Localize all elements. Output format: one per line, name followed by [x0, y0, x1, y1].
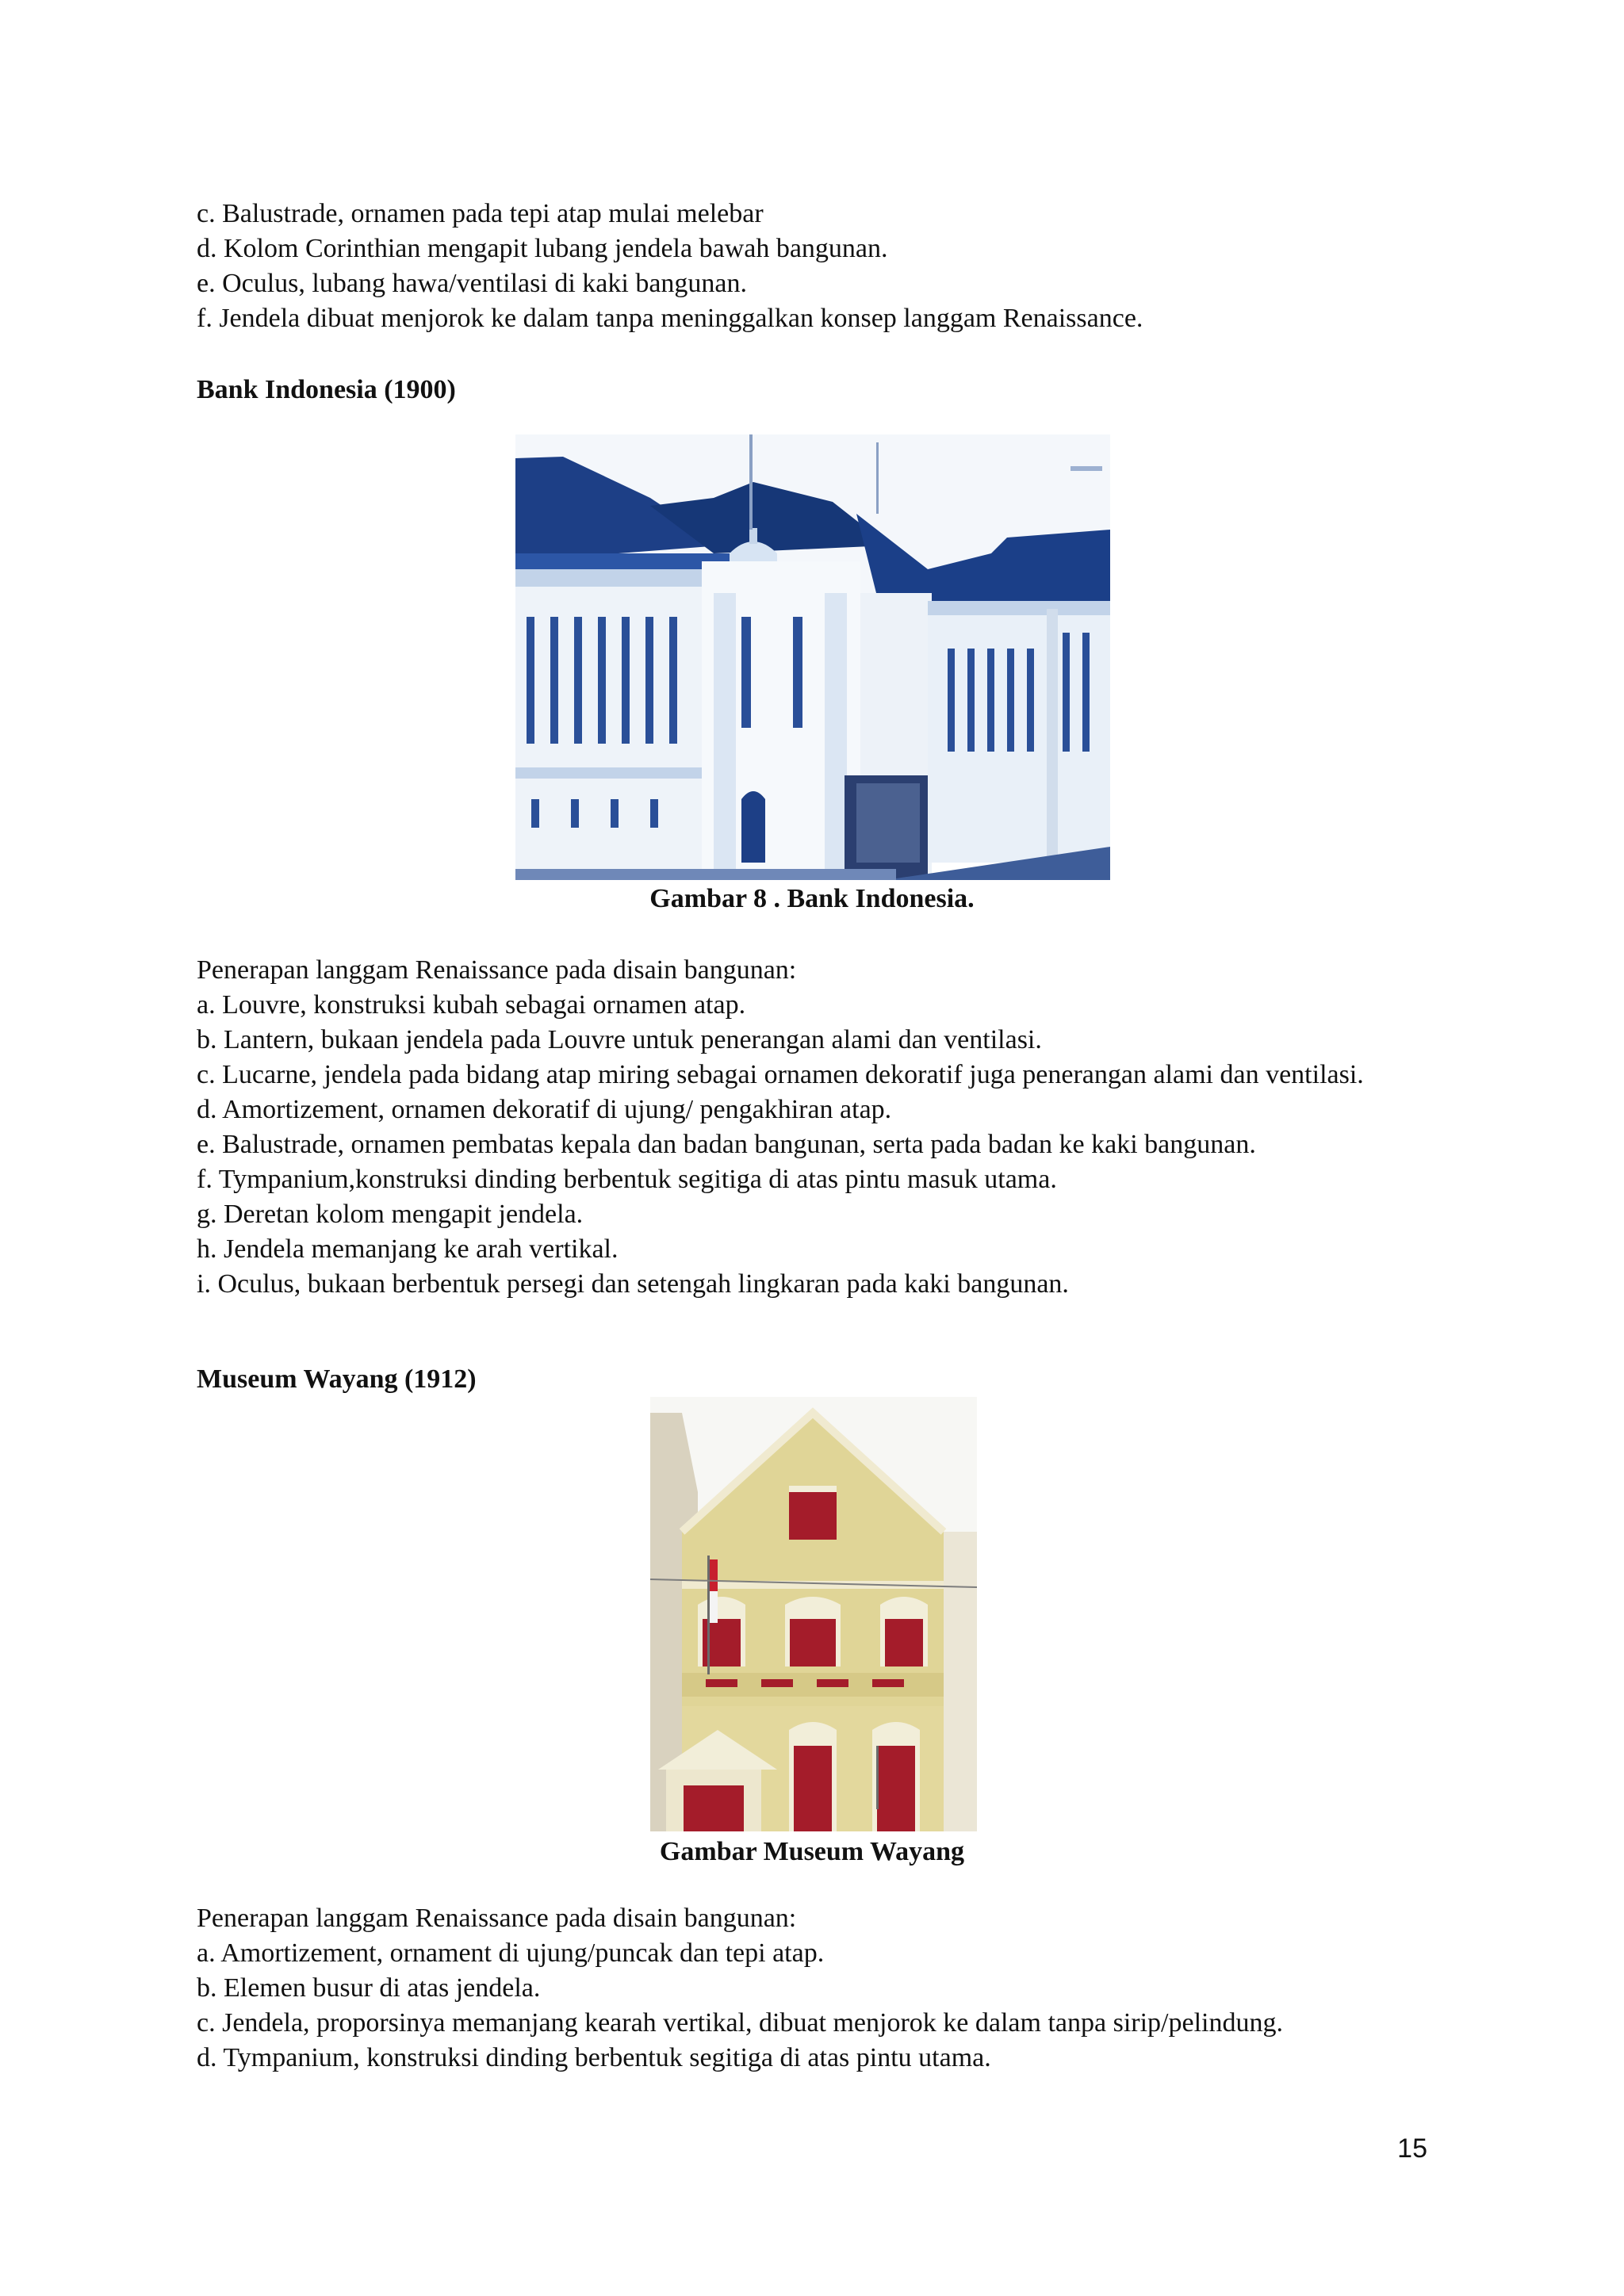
bank-heading: Bank Indonesia (1900): [197, 375, 456, 404]
list-item: a. Louvre, konstruksi kubah sebagai ornamen atap.: [197, 990, 746, 1020]
list-item: c. Balustrade, ornamen pada tepi atap mulai melebar: [197, 199, 764, 228]
list-item: g. Deretan kolom mengapit jendela.: [197, 1200, 584, 1229]
list-item: d. Tympanium, konstruksi dinding berbentuk segitiga di atas pintu utama.: [197, 2043, 991, 2072]
list-item: a. Amortizement, ornament di ujung/puncak dan tepi atap.: [197, 1938, 825, 1968]
museum-description: [197, 1901, 1497, 2076]
list-item: b. Lantern, bukaan jendela pada Louvre untuk penerangan alami dan ventilasi.: [197, 1025, 1042, 1054]
list-item: f. Tympanium,konstruksi dinding berbentuk segitiga di atas pintu masuk utama.: [197, 1165, 1057, 1194]
list-item: h. Jendela memanjang ke arah vertikal.: [197, 1234, 619, 1264]
page-number: 15: [1397, 2133, 1427, 2164]
museum-heading: Museum Wayang (1912): [197, 1364, 477, 1394]
museum-caption: Gambar Museum Wayang: [659, 1837, 965, 1866]
bank-caption: Gambar 8 . Bank Indonesia.: [649, 884, 975, 913]
list-item: f. Jendela dibuat menjorok ke dalam tanpa meninggalkan konsep langgam Renaissance.: [197, 304, 1143, 333]
intro-text: Penerapan langgam Renaissance pada disain bangunan:: [197, 955, 797, 985]
top-list: [197, 197, 1497, 336]
list-item: d. Amortizement, ornamen dekoratif di ujung/ pengakhiran atap.: [197, 1095, 892, 1124]
bank-description: [197, 953, 1497, 1302]
intro-text: Penerapan langgam Renaissance pada disain bangunan:: [197, 1904, 797, 1933]
list-item: i. Oculus, bukaan berbentuk persegi dan setengah lingkaran pada kaki bangunan.: [197, 1269, 1069, 1299]
list-item: b. Elemen busur di atas jendela.: [197, 1973, 541, 2003]
list-item: e. Oculus, lubang hawa/ventilasi di kaki bangunan.: [197, 269, 747, 298]
list-item: c. Jendela, proporsinya memanjang kearah vertikal, dibuat menjorok ke dalam tanpa sirip/pelindung.: [197, 2008, 1283, 2038]
list-item: c. Lucarne, jendela pada bidang atap miring sebagai ornamen dekoratif juga penerangan alami dan ventilasi.: [197, 1060, 1364, 1089]
list-item: d. Kolom Corinthian mengapit lubang jendela bawah bangunan.: [197, 234, 888, 263]
list-item: e. Balustrade, ornamen pembatas kepala dan badan bangunan, serta pada badan ke kaki bangunan.: [197, 1130, 1256, 1159]
bank-indonesia-photo: [515, 434, 1110, 880]
museum-wayang-photo: [650, 1397, 977, 1831]
